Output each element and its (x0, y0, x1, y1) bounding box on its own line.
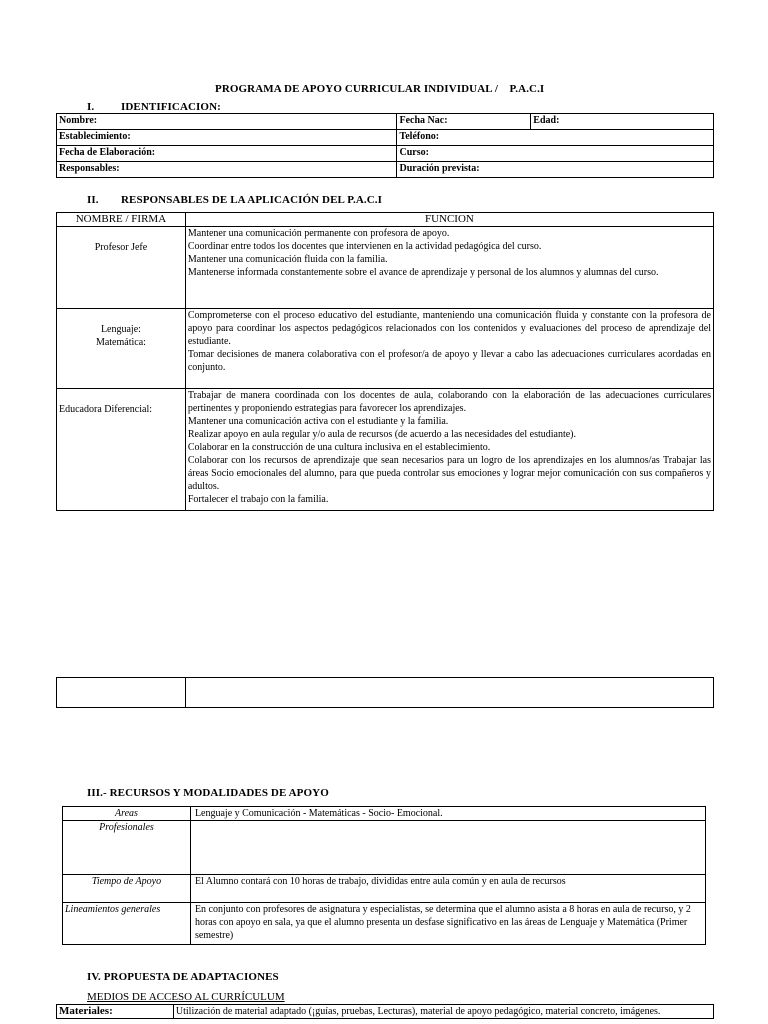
function-line: Mantenerse informada constantemente sobre el avance de aprendizaje y personal de los alumnos y alumnas del curso. (187, 267, 659, 278)
function-line: Colaborar con los recursos de aprendizaje que sean necesarios para un logro de los aprendizajes en los alumnos/as Trabajar las áreas Socio emocionales del alumno, para que pueda controlar sus emociones y lograr mejor comunicación con sus compañeros y adultos. (187, 455, 711, 492)
function-line: Fortalecer el trabajo con la familia. (187, 494, 329, 505)
adaptaciones-table (56, 1004, 714, 1019)
row-value: En conjunto con profesores de asignatura y especialistas, se determina que el alumno asista a 8 horas en aula de recurso, y 2 horas con apoyo en sala, ya que el alumno presenta un desfase significativo en las áreas de Lenguaje y Matemática (Primer semestre) (190, 903, 705, 945)
recursos-table (62, 806, 706, 945)
column-header-funcion: FUNCION (185, 213, 713, 227)
table-row (57, 389, 714, 511)
materiales-label: Materiales: (57, 1005, 174, 1019)
table-row (57, 227, 714, 309)
row-value (190, 821, 705, 875)
field-nombre: Nombre: (57, 114, 397, 130)
field-edad: Edad: (531, 114, 714, 130)
field-duracion: Duración prevista: (397, 162, 714, 178)
section-1-heading: IDENTIFICACION: (121, 101, 221, 113)
responsables-table (56, 212, 714, 511)
role-name: Educadora Diferencial: (59, 404, 153, 415)
row-value: Lenguaje y Comunicación - Matemáticas - Socio- Emocional. (190, 807, 705, 821)
function-line: Comprometerse con el proceso educativo del estudiante, manteniendo una comunicación fluida y constante con la profesora de apoyo para coordinar los aspectos pedagógicos relacionados con los contenidos y evaluaciones del proceso de aprendizaje del estudiante. (187, 310, 711, 347)
function-line: Colaborar en la construcción de una cultura inclusiva en el establecimiento. (187, 442, 491, 453)
row-label: Profesionales (63, 821, 191, 875)
document-title: PROGRAMA DE APOYO CURRICULAR INDIVIDUAL / P.A.C.I (215, 83, 545, 95)
table-row (63, 875, 706, 903)
role-name: Lenguaje: (100, 324, 141, 335)
function-line: Tomar decisiones de manera colaborativa con el profesor/a de apoyo y llevar a cabo las adecuaciones curriculares acordadas en conjunto. (187, 349, 711, 373)
materiales-value: Utilización de material adaptado (¡guías, pruebas, Lecturas), material de apoyo pedagógico, material concreto, imágenes. (173, 1005, 713, 1019)
field-establecimiento: Establecimiento: (57, 130, 397, 146)
function-line: Mantener una comunicación fluida con la familia. (187, 254, 388, 265)
role-name: Matemática: (95, 337, 146, 348)
function-line: Mantener una comunicación permanente con profesora de apoyo. (187, 228, 450, 239)
row-label: Tiempo de Apoyo (63, 875, 191, 903)
field-fecha-elaboracion: Fecha de Elaboración: (57, 146, 397, 162)
row-label: Lineamientos generales (63, 903, 191, 945)
table-row (57, 309, 714, 389)
function-line: Realizar apoyo en aula regular y/o aula de recursos (de acuerdo a las necesidades del estudiante). (187, 429, 577, 440)
field-curso: Curso: (397, 146, 714, 162)
table-row (63, 903, 706, 945)
row-value: El Alumno contará con 10 horas de trabajo, divididas entre aula común y en aula de recursos (190, 875, 705, 903)
section-4-subheading: MEDIOS DE ACCESO AL CURRÍCULUM (87, 991, 285, 1003)
function-line: Trabajar de manera coordinada con los docentes de aula, colaborando con la elaboración de las adecuaciones curriculares pertinentes y proponiendo estrategias para favorecer los aprendizajes. (187, 390, 711, 414)
table-row (63, 821, 706, 875)
section-2-number: II. (87, 194, 99, 206)
empty-cell (185, 678, 713, 708)
section-3-heading: III.- RECURSOS Y MODALIDADES DE APOYO (87, 787, 329, 799)
empty-table (56, 677, 714, 708)
field-telefono: Teléfono: (397, 130, 714, 146)
function-line: Mantener una comunicación activa con el estudiante y la familia. (187, 416, 449, 427)
role-name: Profesor Jefe (94, 242, 148, 253)
column-header-nombre: NOMBRE / FIRMA (57, 213, 186, 227)
row-label: Areas (63, 807, 191, 821)
function-line: Coordinar entre todos los docentes que intervienen en la actividad pedagógica del curso. (187, 241, 542, 252)
identification-table (56, 113, 714, 178)
field-responsables: Responsables: (57, 162, 397, 178)
table-row (57, 1005, 714, 1019)
empty-cell (57, 678, 186, 708)
section-1-number: I. (87, 101, 95, 113)
section-4-heading: IV. PROPUESTA DE ADAPTACIONES (87, 971, 279, 983)
section-2-heading: RESPONSABLES DE LA APLICACIÓN DEL P.A.C.I (121, 194, 383, 206)
table-row (63, 807, 706, 821)
field-fecha-nac: Fecha Nac: (397, 114, 531, 130)
